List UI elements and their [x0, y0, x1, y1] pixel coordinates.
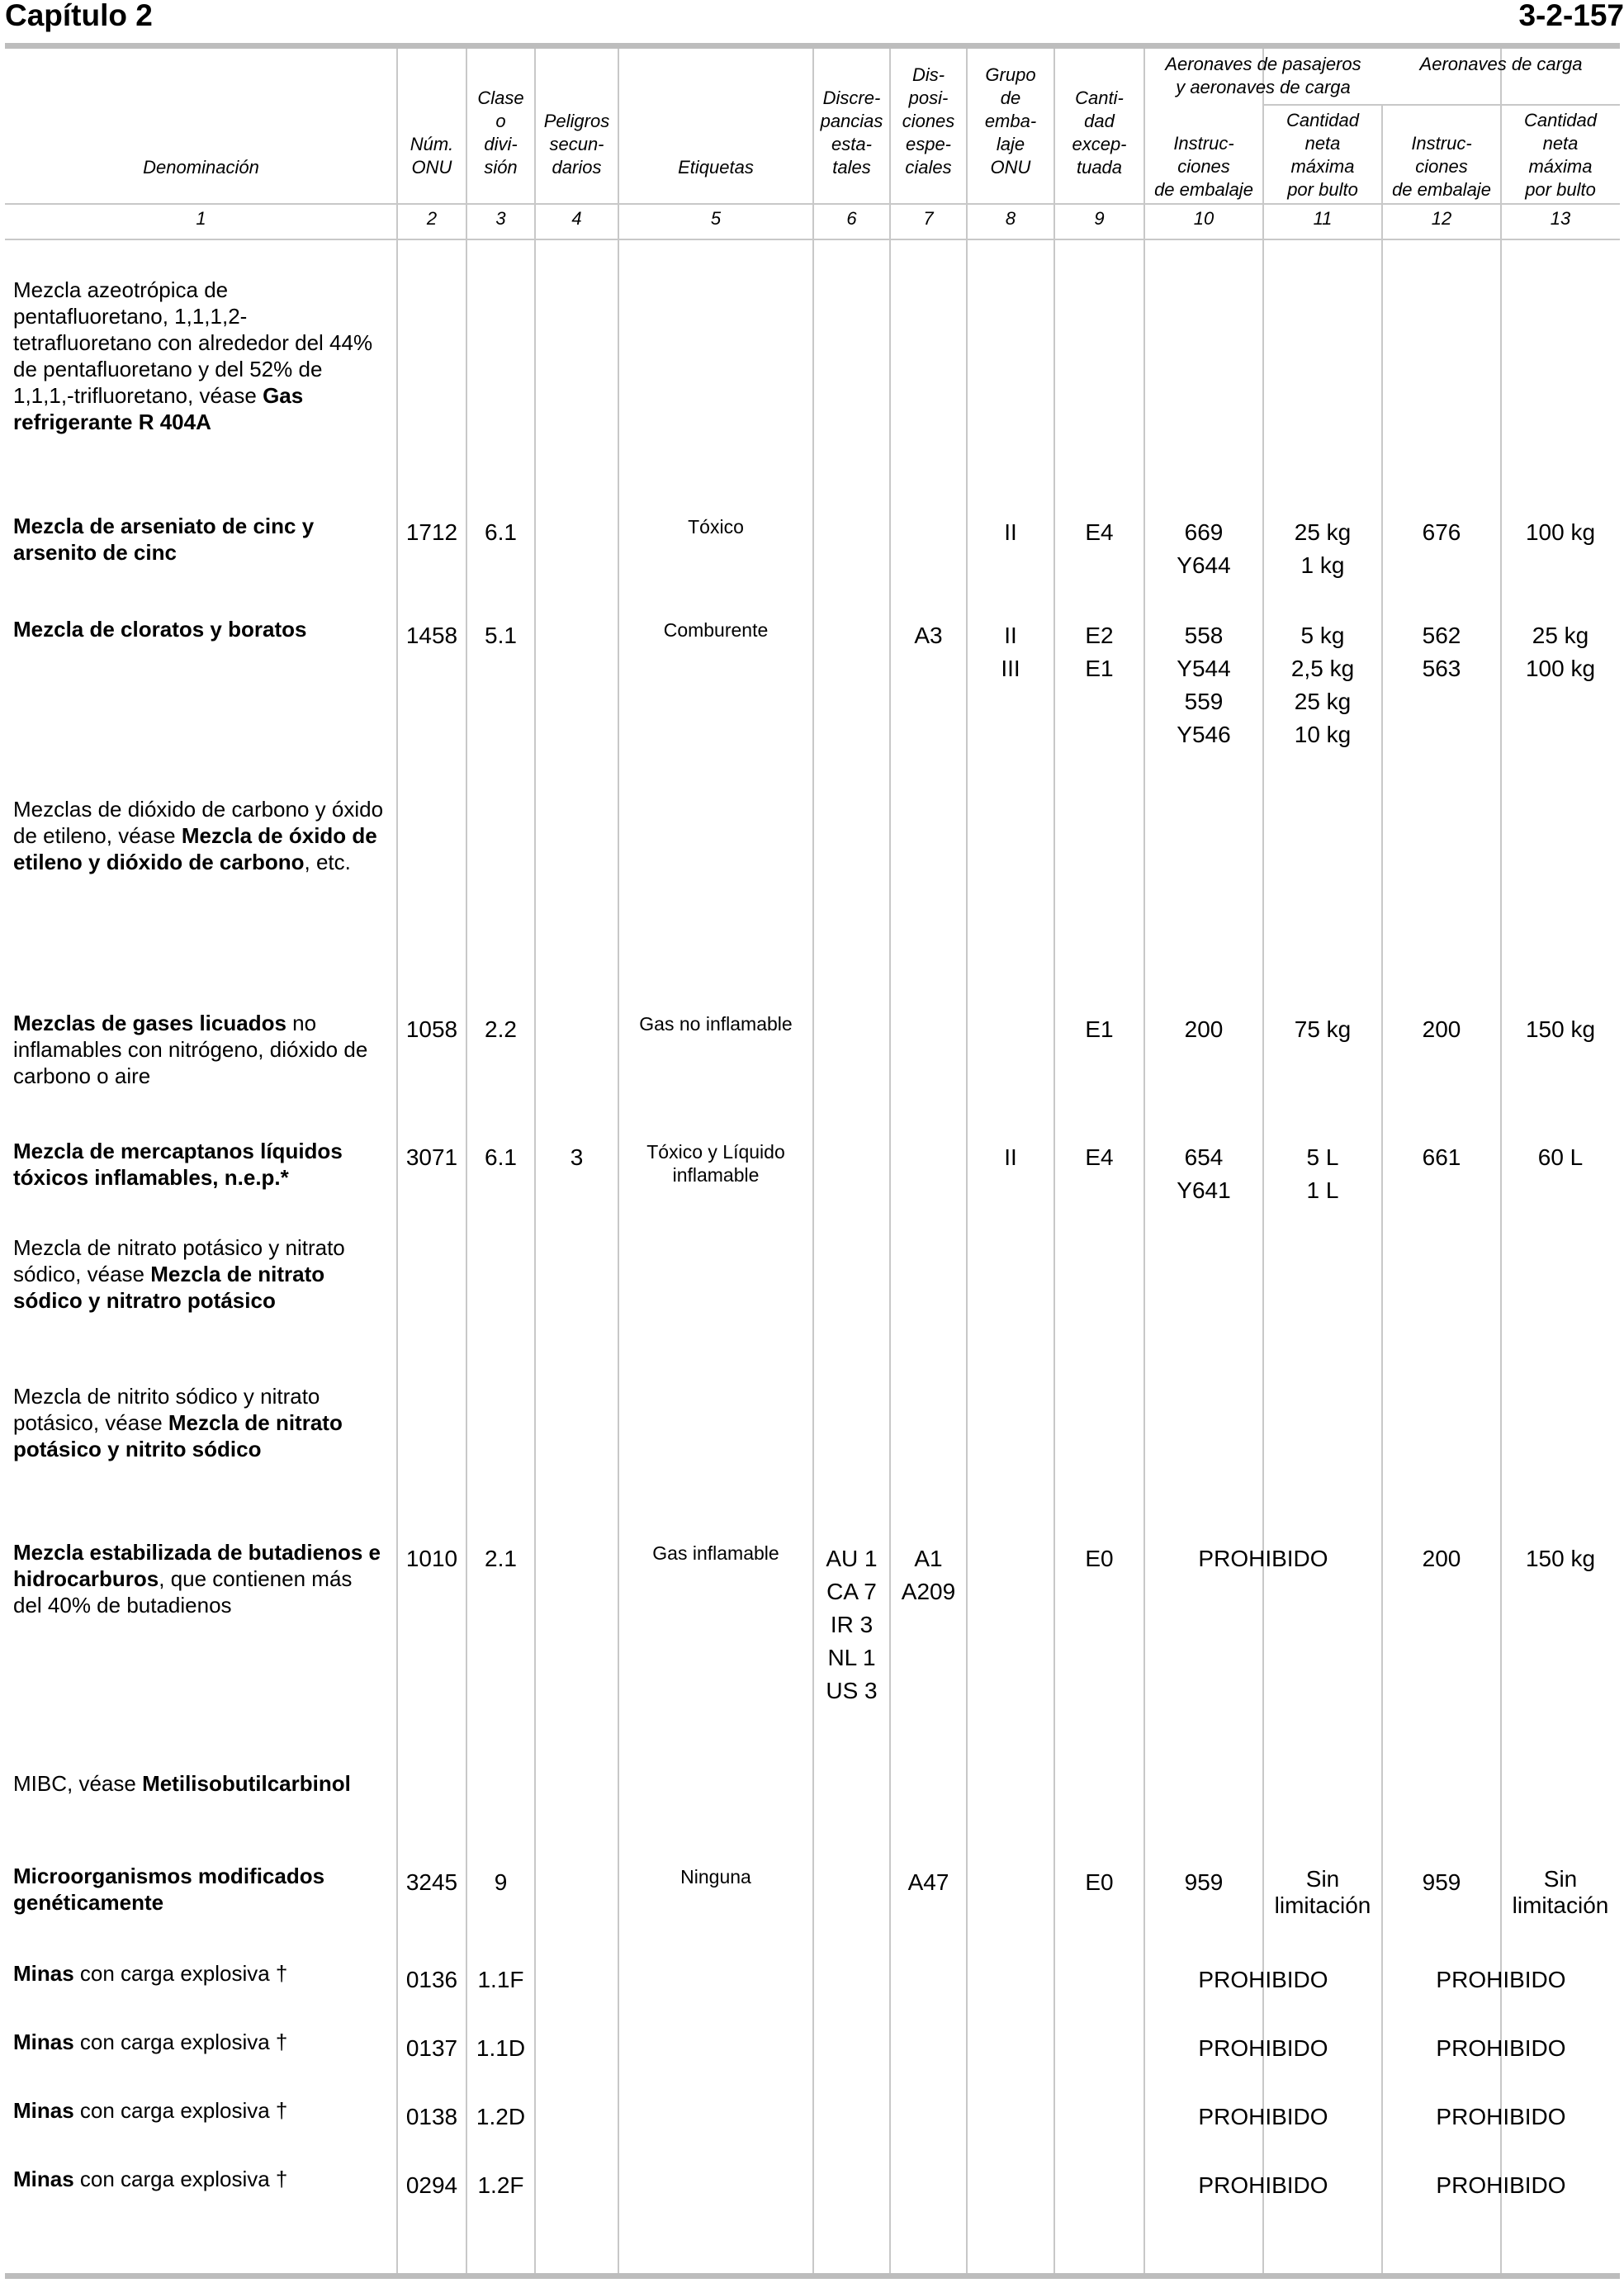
pax-packing-instruction	[1144, 516, 1263, 582]
pax-max-quantity-value: 25 kg	[1294, 519, 1352, 545]
excepted-quantity-value: E0	[1085, 1546, 1114, 1571]
cargo-forbidden	[1382, 2169, 1620, 2202]
col-header-peligros-line: secun-	[549, 134, 604, 154]
class-division-value: 6.1	[485, 1144, 517, 1170]
cargo-max-quantity-value: limitación	[1512, 1892, 1609, 1918]
class-division-value: 1.2D	[476, 2104, 526, 2129]
cargo-forbidden-value: PROHIBIDO	[1436, 2035, 1566, 2061]
pax-max-quantity-value: 1 kg	[1300, 552, 1345, 578]
top-rule	[5, 43, 1620, 49]
col-header-disposiciones	[890, 64, 967, 179]
subsidiary-hazard-value: 3	[570, 1144, 584, 1170]
col-header-instrucciones-carga-line: de embalaje	[1392, 179, 1491, 200]
pax-packing-instruction	[1144, 619, 1263, 751]
pax-forbidden	[1144, 2101, 1382, 2134]
state-variation-value: NL 1	[827, 1645, 876, 1670]
cargo-max-quantity-value: 150 kg	[1525, 1016, 1596, 1042]
col-header-discrepancias	[813, 87, 890, 179]
substance-name	[13, 1539, 385, 1618]
col-header-grupo-embalaje	[967, 64, 1054, 179]
cargo-packing-instruction-value: 959	[1422, 1869, 1461, 1895]
un-number	[397, 1866, 466, 1899]
col-header-cantidad-pax-line: neta	[1304, 133, 1341, 154]
page-number: 3-2-157	[1518, 0, 1624, 32]
cargo-packing-instruction	[1382, 1141, 1501, 1174]
class-division-value: 1.1D	[476, 2035, 526, 2061]
class-division-value: 2.1	[485, 1546, 517, 1571]
un-number-value: 3245	[405, 1869, 458, 1895]
un-number	[397, 1013, 466, 1046]
un-number-value: 3071	[405, 1144, 458, 1170]
pax-forbidden-value: PROHIBIDO	[1198, 1546, 1328, 1571]
cargo-packing-instruction-value: 200	[1422, 1016, 1461, 1042]
un-number-value: 0137	[405, 2035, 458, 2061]
class-division	[466, 1141, 535, 1174]
col-header-cantidad-pax	[1263, 109, 1382, 201]
col-header-instrucciones-carga-line: ciones	[1415, 156, 1468, 177]
name-text-part: Mezclas de dióxido de carbono y óxido de etileno, véase	[13, 797, 384, 848]
pax-max-quantity-value: 5 L	[1306, 1144, 1339, 1170]
col-header-cantidad-pax-line: máxima	[1290, 156, 1355, 177]
pax-max-quantity	[1263, 1141, 1382, 1207]
col-header-cantidad-carga-line: máxima	[1528, 156, 1593, 177]
hazard-label: Ninguna	[680, 1866, 751, 1888]
chapter-title: Capítulo 2	[5, 0, 153, 32]
name-text-part: Mezcla de nitrato potásico y nitrato sódico, véase	[13, 1235, 345, 1286]
cargo-packing-instruction-value: 661	[1422, 1144, 1461, 1170]
name-text-part: , etc.	[304, 850, 351, 874]
col-header-cantidad-exceptuada-line: Canti-	[1075, 88, 1124, 108]
pax-max-quantity-value: 75 kg	[1294, 1016, 1352, 1042]
grid-column-divider	[889, 49, 891, 2273]
excepted-quantity-value: E4	[1085, 519, 1114, 545]
substance-name	[13, 513, 385, 566]
group-header-pasajeros	[1144, 53, 1382, 99]
special-provision	[890, 1866, 967, 1899]
name-bold-part: Mezcla estabilizada de butadienos e hidrocarburos	[13, 1540, 381, 1591]
name-bold-part: Minas	[13, 2098, 74, 2123]
substance-name	[13, 796, 385, 875]
cargo-max-quantity	[1501, 516, 1620, 549]
name-bold-part: Metilisobutilcarbinol	[142, 1771, 351, 1796]
col-header-disposiciones-line: espe-	[905, 134, 952, 154]
pax-packing-instruction-value: 200	[1184, 1016, 1224, 1042]
class-division-value: 9	[494, 1869, 508, 1895]
pax-packing-instruction-value: Y544	[1177, 656, 1231, 681]
bottom-rule	[5, 2273, 1620, 2279]
un-number-value: 1058	[405, 1016, 458, 1042]
name-text-part: con carga explosiva †	[73, 2167, 288, 2191]
pax-max-quantity-value: Sin	[1305, 1866, 1340, 1892]
col-header-disposiciones-line: ciones	[902, 111, 955, 131]
pax-packing-instruction-value: Y641	[1177, 1177, 1231, 1203]
col-header-instrucciones-pax-line: Instruc-	[1173, 133, 1234, 154]
name-bold-part: Mezcla de óxido de etileno y dióxido de carbono	[13, 823, 377, 874]
pax-packing-instruction-value: Y546	[1177, 722, 1231, 747]
pax-forbidden	[1144, 1963, 1382, 1996]
packing-group-value: II	[1004, 623, 1017, 648]
column-number: 10	[1193, 208, 1214, 229]
column-number: 5	[710, 208, 722, 229]
col-header-cantidad-exceptuada-line: dad	[1084, 111, 1115, 131]
cargo-max-quantity-value: 25 kg	[1532, 623, 1589, 648]
col-header-cantidad-pax-line: Cantidad	[1285, 110, 1360, 130]
col-header-denominacion	[5, 156, 397, 179]
class-division	[466, 1542, 535, 1575]
column-number-divider	[5, 239, 1620, 240]
col-header-peligros	[535, 110, 618, 179]
hazard-label: Gas inflamable	[652, 1542, 779, 1564]
subsidiary-hazard	[535, 1141, 618, 1174]
cargo-packing-instruction	[1382, 1542, 1501, 1575]
pax-max-quantity-value: 5 kg	[1300, 623, 1345, 648]
hazard-label: Comburente	[663, 619, 769, 641]
col-header-clase-line: Clase	[477, 88, 524, 108]
name-bold-part: Mezcla de arseniato de cinc y arsenito de cinc	[13, 514, 315, 565]
name-bold-part: Mezclas de gases licuados	[13, 1011, 286, 1035]
class-division	[466, 2032, 535, 2065]
col-header-cantidad-carga-line: neta	[1542, 133, 1579, 154]
cargo-max-quantity	[1501, 1542, 1620, 1575]
state-variation-value: AU 1	[826, 1546, 878, 1571]
header-divider	[5, 203, 1620, 205]
class-division-value: 5.1	[485, 623, 517, 648]
col-header-num-onu-line: Núm.	[410, 134, 454, 154]
substance-name	[13, 1383, 385, 1462]
col-header-discrepancias-line: Discre-	[822, 88, 881, 108]
name-text-part: con carga explosiva †	[73, 2098, 288, 2123]
class-division	[466, 516, 535, 549]
name-bold-part: Mezcla de mercaptanos líquidos tóxicos inflamables, n.e.p.*	[13, 1139, 343, 1190]
pax-forbidden-value: PROHIBIDO	[1198, 2104, 1328, 2129]
col-header-etiquetas-line: Etiquetas	[678, 157, 754, 178]
packing-group	[967, 516, 1054, 549]
column-number: 1	[196, 208, 206, 229]
cargo-max-quantity	[1501, 619, 1620, 685]
class-division	[466, 1013, 535, 1046]
column-number: 9	[1094, 208, 1105, 229]
special-provision-value: A47	[907, 1869, 949, 1895]
col-header-peligros-line: Peligros	[543, 111, 610, 131]
name-bold-part: Minas	[13, 2167, 74, 2191]
cargo-max-quantity-value: Sin	[1543, 1866, 1578, 1892]
un-number	[397, 2032, 466, 2065]
col-header-num-onu	[397, 133, 466, 179]
cargo-packing-instruction-value: 200	[1422, 1546, 1461, 1571]
col-header-instrucciones-pax-line: ciones	[1177, 156, 1230, 177]
group-header-divider	[1263, 104, 1620, 106]
un-number-value: 1458	[405, 623, 458, 648]
pax-packing-instruction-value: 558	[1184, 623, 1224, 648]
cargo-forbidden-value: PROHIBIDO	[1436, 2104, 1566, 2129]
name-bold-part: Minas	[13, 1961, 74, 1986]
cargo-forbidden-value: PROHIBIDO	[1436, 1967, 1566, 1992]
col-header-discrepancias-line: tales	[832, 157, 871, 178]
col-header-disposiciones-line: posi-	[908, 88, 949, 108]
hazard-label: Tóxico	[688, 516, 744, 538]
packing-group-value: III	[1001, 656, 1020, 681]
col-header-clase-line: o	[495, 111, 506, 131]
pax-max-quantity	[1263, 516, 1382, 582]
cargo-max-quantity	[1501, 1141, 1620, 1174]
col-header-clase-line: divi-	[484, 134, 518, 154]
pax-max-quantity-value: 2,5 kg	[1290, 656, 1355, 681]
class-division-value: 1.1F	[477, 1967, 524, 1992]
pax-forbidden	[1144, 2169, 1382, 2202]
name-bold-part: Gas refrigerante R 404A	[13, 383, 304, 434]
pax-forbidden-value: PROHIBIDO	[1198, 1967, 1328, 1992]
un-number	[397, 619, 466, 652]
col-header-discrepancias-line: pancias	[820, 111, 883, 131]
hazard-label: Tóxico y Líquido inflamable	[646, 1141, 785, 1186]
pax-packing-instruction-value: 959	[1184, 1869, 1224, 1895]
hazard-label: Gas no inflamable	[639, 1013, 793, 1035]
un-number	[397, 1141, 466, 1174]
name-text-part: con carga explosiva †	[73, 2030, 288, 2054]
cargo-packing-instruction-value: 676	[1422, 519, 1461, 545]
column-number: 6	[846, 208, 857, 229]
excepted-quantity-value: E2	[1085, 623, 1114, 648]
substance-name	[13, 1863, 385, 1916]
cargo-packing-instruction-value: 562	[1422, 623, 1461, 648]
substance-name	[13, 1960, 385, 1987]
class-division	[466, 2101, 535, 2134]
un-number-value: 1010	[405, 1546, 458, 1571]
pax-max-quantity-value: 25 kg	[1294, 689, 1352, 714]
cargo-forbidden	[1382, 2032, 1620, 2065]
column-number: 8	[1005, 208, 1016, 229]
name-text-part: Mezcla de nitrito sódico y nitrato potásico, véase	[13, 1384, 320, 1435]
col-header-instrucciones-pax	[1144, 132, 1263, 201]
excepted-quantity	[1054, 1141, 1144, 1174]
name-text-part: no inflamables con nitrógeno, dióxido de carbono o aire	[13, 1011, 368, 1088]
group-header-pasajeros-line: Aeronaves de pasajeros	[1165, 54, 1361, 74]
name-bold-part: Microorganismos modificados genéticamente	[13, 1864, 325, 1915]
pax-packing-instruction	[1144, 1141, 1263, 1207]
col-header-disposiciones-line: ciales	[905, 157, 952, 178]
col-header-denominacion-line: Denominación	[143, 157, 259, 178]
substance-name	[13, 2097, 385, 2124]
substance-name	[13, 1010, 385, 1089]
col-header-instrucciones-carga	[1382, 132, 1501, 201]
excepted-quantity	[1054, 1542, 1144, 1575]
pax-packing-instruction-value: 669	[1184, 519, 1224, 545]
packing-group-value: II	[1004, 1144, 1017, 1170]
col-header-grupo-embalaje-line: emba-	[984, 111, 1037, 131]
pax-forbidden	[1144, 1542, 1382, 1575]
col-header-disposiciones-line: Dis-	[911, 64, 945, 85]
col-header-grupo-embalaje-line: ONU	[990, 157, 1031, 178]
pax-max-quantity	[1263, 1013, 1382, 1046]
cargo-max-quantity-value: 150 kg	[1525, 1546, 1596, 1571]
col-header-etiquetas	[618, 156, 813, 179]
col-header-cantidad-exceptuada	[1054, 87, 1144, 179]
pax-packing-instruction	[1144, 1013, 1263, 1046]
packing-group	[967, 619, 1054, 685]
class-division	[466, 2169, 535, 2202]
excepted-quantity	[1054, 516, 1144, 549]
class-division	[466, 1866, 535, 1899]
pax-packing-instruction-value: 654	[1184, 1144, 1224, 1170]
pax-packing-instruction-value: Y644	[1177, 552, 1231, 578]
cargo-packing-instruction	[1382, 1866, 1501, 1899]
col-header-cantidad-exceptuada-line: tuada	[1076, 157, 1123, 178]
column-number: 12	[1431, 208, 1452, 229]
substance-name	[13, 1770, 385, 1797]
state-variation-value: IR 3	[830, 1612, 874, 1637]
group-header-carga	[1382, 53, 1620, 76]
name-bold-part: Mezcla de cloratos y boratos	[13, 617, 307, 642]
class-division-value: 2.2	[485, 1016, 517, 1042]
name-bold-part: Mezcla de nitrato potásico y nitrito sódico	[13, 1410, 343, 1461]
un-number-value: 0136	[405, 1967, 458, 1992]
special-provision-value: A3	[914, 623, 943, 648]
pax-packing-instruction-value: 559	[1184, 689, 1224, 714]
excepted-quantity-value: E4	[1085, 1144, 1114, 1170]
cargo-forbidden	[1382, 2101, 1620, 2134]
class-division	[466, 1963, 535, 1996]
pax-max-quantity	[1263, 1866, 1382, 1919]
un-number	[397, 1542, 466, 1575]
name-text-part: , que contienen más del 40% de butadienos	[13, 1566, 353, 1618]
packing-group-value: II	[1004, 519, 1017, 545]
substance-name	[13, 277, 385, 435]
name-bold-part: Minas	[13, 2030, 74, 2054]
special-provision-value: A1	[914, 1546, 943, 1571]
excepted-quantity-value: E1	[1085, 1016, 1114, 1042]
un-number-value: 0294	[405, 2172, 458, 2198]
pax-forbidden-value: PROHIBIDO	[1198, 2035, 1328, 2061]
name-text-part: Mezcla azeotrópica de pentafluoretano, 1,1,1,2-tetrafluoretano con alrededor del 44% de pentafluoretano y del 52% de 1,1,1,-trifluoretano, véase	[13, 277, 373, 408]
col-header-instrucciones-pax-line: de embalaje	[1154, 179, 1253, 200]
col-header-clase	[466, 87, 535, 179]
cargo-max-quantity-value: 100 kg	[1525, 656, 1596, 681]
name-bold-part: Mezcla de nitrato sódico y nitratro potásico	[13, 1262, 325, 1313]
col-header-cantidad-exceptuada-line: excep-	[1072, 134, 1127, 154]
excepted-quantity-value: E0	[1085, 1869, 1114, 1895]
excepted-quantity	[1054, 619, 1144, 685]
cargo-packing-instruction	[1382, 516, 1501, 549]
column-number: 2	[426, 208, 438, 229]
col-header-peligros-line: darios	[552, 157, 602, 178]
un-number-value: 1712	[405, 519, 458, 545]
state-variation-value: CA 7	[826, 1579, 877, 1604]
col-header-cantidad-carga	[1501, 109, 1620, 201]
excepted-quantity	[1054, 1013, 1144, 1046]
column-number: 4	[571, 208, 582, 229]
class-division-value: 1.2F	[477, 2172, 524, 2198]
pax-forbidden	[1144, 2032, 1382, 2065]
group-header-carga-line: Aeronaves de carga	[1419, 54, 1583, 74]
state-variation-value: US 3	[826, 1678, 878, 1703]
col-header-num-onu-line: ONU	[411, 157, 452, 178]
un-number	[397, 2101, 466, 2134]
un-number	[397, 516, 466, 549]
cargo-max-quantity	[1501, 1013, 1620, 1046]
col-header-cantidad-carga-line: por bulto	[1525, 179, 1596, 200]
cargo-packing-instruction	[1382, 619, 1501, 685]
substance-name	[13, 2166, 385, 2192]
column-number: 7	[923, 208, 934, 229]
packing-group	[967, 1141, 1054, 1174]
col-header-clase-line: sión	[484, 157, 518, 178]
special-provision	[890, 619, 967, 652]
substance-name	[13, 616, 385, 642]
cargo-packing-instruction	[1382, 1013, 1501, 1046]
cargo-forbidden	[1382, 1963, 1620, 1996]
group-header-pasajeros-line: y aeronaves de carga	[1176, 77, 1351, 97]
excepted-quantity	[1054, 1866, 1144, 1899]
col-header-cantidad-pax-line: por bulto	[1287, 179, 1358, 200]
cargo-packing-instruction-value: 563	[1422, 656, 1461, 681]
pax-max-quantity-value: 1 L	[1306, 1177, 1339, 1203]
special-provision-value: A209	[901, 1579, 956, 1604]
column-number: 11	[1313, 208, 1333, 229]
col-header-grupo-embalaje-line: Grupo	[985, 64, 1036, 85]
name-text-part: con carga explosiva †	[73, 1961, 288, 1986]
pax-forbidden-value: PROHIBIDO	[1198, 2172, 1328, 2198]
pax-max-quantity-value: 10 kg	[1294, 722, 1352, 747]
col-header-instrucciones-carga-line: Instruc-	[1411, 133, 1472, 154]
cargo-max-quantity	[1501, 1866, 1620, 1919]
pax-packing-instruction	[1144, 1866, 1263, 1899]
un-number	[397, 1963, 466, 1996]
column-number: 3	[495, 208, 506, 229]
col-header-cantidad-carga-line: Cantidad	[1523, 110, 1598, 130]
name-text-part: MIBC, véase	[13, 1771, 143, 1796]
substance-name	[13, 2029, 385, 2055]
un-number-value: 0138	[405, 2104, 458, 2129]
class-division	[466, 619, 535, 652]
pax-max-quantity-value: limitación	[1274, 1892, 1371, 1918]
un-number	[397, 2169, 466, 2202]
special-provision	[890, 1542, 967, 1608]
state-variation	[813, 1542, 890, 1708]
cargo-max-quantity-value: 60 L	[1537, 1144, 1584, 1170]
excepted-quantity-value: E1	[1085, 656, 1114, 681]
cargo-forbidden-value: PROHIBIDO	[1436, 2172, 1566, 2198]
substance-name	[13, 1234, 385, 1314]
cargo-max-quantity-value: 100 kg	[1525, 519, 1596, 545]
col-header-grupo-embalaje-line: laje	[996, 134, 1025, 154]
class-division-value: 6.1	[485, 519, 517, 545]
pax-max-quantity	[1263, 619, 1382, 751]
col-header-grupo-embalaje-line: de	[1000, 88, 1021, 108]
substance-name	[13, 1138, 385, 1191]
col-header-discrepancias-line: esta-	[831, 134, 872, 154]
column-number: 13	[1550, 208, 1571, 229]
